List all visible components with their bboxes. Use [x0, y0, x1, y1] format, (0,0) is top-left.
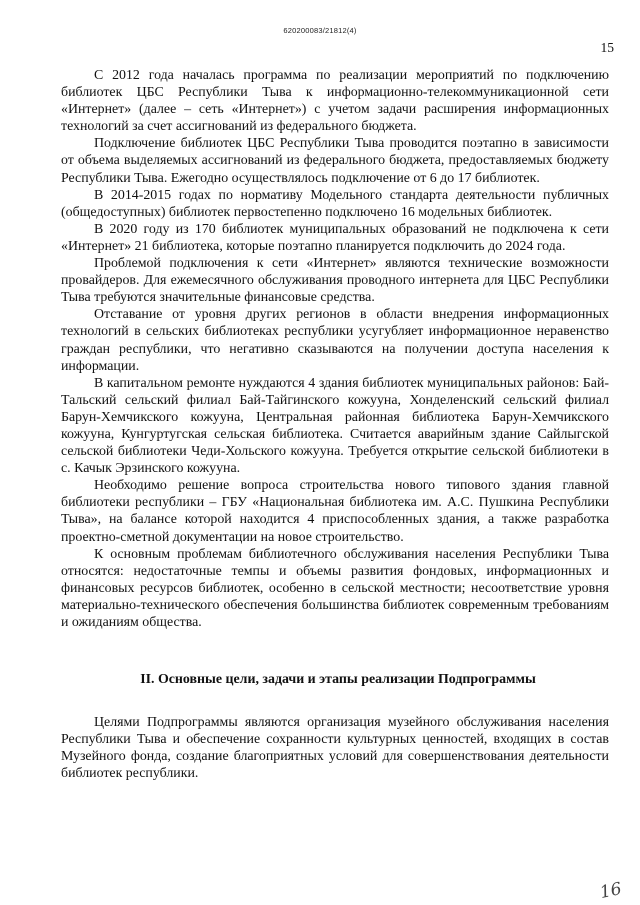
paragraph: Необходимо решение вопроса строительства нового типового здания главной библиотеки республики – ГБУ «Национальная библиотека им. А.С. Пушкина Республики Тыва», на балансе которой находится 4 приспособленных здания, а также разработка проектно-сметной документации на новое строительство. [61, 478, 609, 545]
paragraph: Проблемой подключения к сети «Интернет» являются технические возможности провайдеров. Для ежемесячного обслуживания проводного интернета для ЦБС Республики Тыва требуются значительные финансовые средства. [61, 256, 609, 306]
paragraph: Отставание от уровня других регионов в области внедрения информационных технологий в сельских библиотеках республики усугубляет информационное неравенство граждан республики, что негативно сказываются на получении доступа населения к информации. [61, 307, 609, 374]
handwritten-page-mark: 16 [598, 878, 624, 904]
paragraph: В 2020 году из 170 библиотек муниципальных образований не подключена к сети «Интернет» 21 библиотека, которые поэтапно планируется подключить до 2024 года. [61, 221, 609, 254]
paragraph: К основным проблемам библиотечного обслуживания населения Республики Тыва относятся: недостаточные темпы и объемы развития фондовых, информационных и финансовых ресурсов библиотек, особенно в сельской местности; несоответствие уровня материально-технического обеспечения большинства библиотек современным требованиям и ожиданиям общества. [61, 546, 609, 630]
paragraph: В капитальном ремонте нуждаются 4 здания библиотек муниципальных районов: Бай-Тальский сельский филиал Бай-Тайгинского кожууна, Хонделенский сельский филиал Барун-Хемчикского кожууна, Центральная районная библиотека Барун-Хемчикского кожууна, Кунгуртугская сельская библиотека. Считается аварийным здание Сайлыгской сельской библиотеки Чеди-Хольского кожууна. Требуется открытие сельской библиотеки в с. Качык Эрзинского кожууна. [61, 375, 609, 477]
section-heading: II. Основные цели, задачи и этапы реализации Подпрограммы [140, 672, 536, 688]
closing-paragraph: Целями Подпрограммы являются организация музейного обслуживания населения Республики Тыва и обеспечение сохранности культурных ценностей, входящих в состав Музейного фонда, создание благоприятных условий для совершенствования деятельности библиотек республики. [61, 715, 609, 782]
paragraph: С 2012 года началась программа по реализации мероприятий по подключению библиотек ЦБС Республики Тыва к информационно-телекоммуникационной сети «Интернет» (далее – сеть «Интернет») с учетом задачи расширения информационных технологий за счет ассигнований из федерального бюджета. [61, 68, 609, 135]
document-code: 620200083/21812(4) [283, 26, 357, 35]
paragraph: В 2014-2015 годах по нормативу Модельного стандарта деятельности публичных (общедоступных) библиотек первостепенно подключено 16 модельных библиотек. [61, 187, 609, 220]
page-number: 15 [600, 40, 614, 55]
body-text [61, 67, 609, 782]
paragraph: Подключение библиотек ЦБС Республики Тыва проводится поэтапно в зависимости от объема выделяемых ассигнований из федерального бюджета, предоставляемых бюджету Республики Тыва. Ежегодно осуществлялось подключение от 6 до 17 библиотек. [61, 136, 609, 186]
